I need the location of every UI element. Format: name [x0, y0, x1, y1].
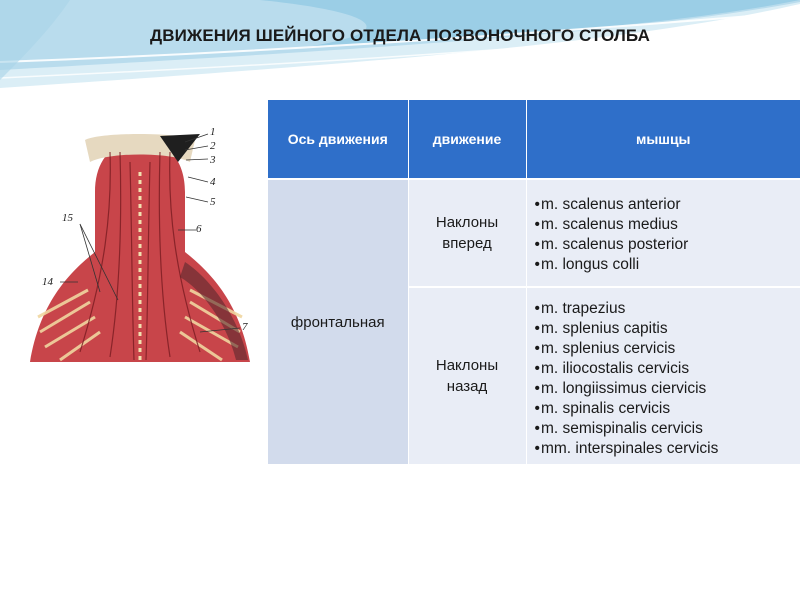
illustration-label-2: 2 [210, 140, 216, 152]
list-item: • m. longus colli [535, 255, 797, 275]
illustration-label-15: 15 [62, 212, 73, 224]
cervical-movement-table [268, 100, 800, 464]
movement-cell [408, 287, 526, 464]
illustration-label-14: 14 [42, 276, 53, 288]
list-item: • m. semispinalis cervicis [535, 419, 797, 439]
muscle-list [535, 299, 797, 459]
header-wave-decoration [0, 0, 800, 95]
list-item: • m. splenius cervicis [535, 339, 797, 359]
illustration-label-4: 4 [210, 176, 216, 188]
table-row [268, 179, 800, 287]
illustration-label-5: 5 [210, 196, 216, 208]
illustration-label-1: 1 [210, 126, 216, 138]
muscles-cell [526, 287, 800, 464]
movement-label: Наклоны назад [435, 357, 499, 395]
muscles-cell [526, 179, 800, 287]
axis-cell: фронтальная [268, 179, 408, 464]
illustration-label-6: 6 [196, 223, 202, 235]
movement-label: Наклоны вперед [435, 214, 499, 252]
neck-muscles-illustration [0, 132, 278, 362]
muscle-list [535, 195, 797, 275]
list-item: • m. iliocostalis cervicis [535, 359, 797, 379]
illustration-label-7: 7 [242, 321, 248, 333]
list-item: • m. longiissimus ciervicis [535, 379, 797, 399]
list-item: • m. splenius capitis [535, 319, 797, 339]
list-item: • m. trapezius [535, 299, 797, 319]
header-movement: движение [408, 100, 526, 179]
list-item: • m. scalenus anterior [535, 195, 797, 215]
list-item: • m. scalenus medius [535, 215, 797, 235]
list-item: • m. spinalis cervicis [535, 399, 797, 419]
illustration-label-3: 3 [210, 154, 216, 166]
movement-cell [408, 179, 526, 287]
list-item: • m. scalenus posterior [535, 235, 797, 255]
list-item: • mm. interspinales cervicis [535, 439, 797, 459]
page-title: ДВИЖЕНИЯ ШЕЙНОГО ОТДЕЛА ПОЗВОНОЧНОГО СТОЛБА [150, 26, 650, 45]
header-muscles: мышцы [526, 100, 800, 179]
header-axis: Ось движения [268, 100, 408, 179]
